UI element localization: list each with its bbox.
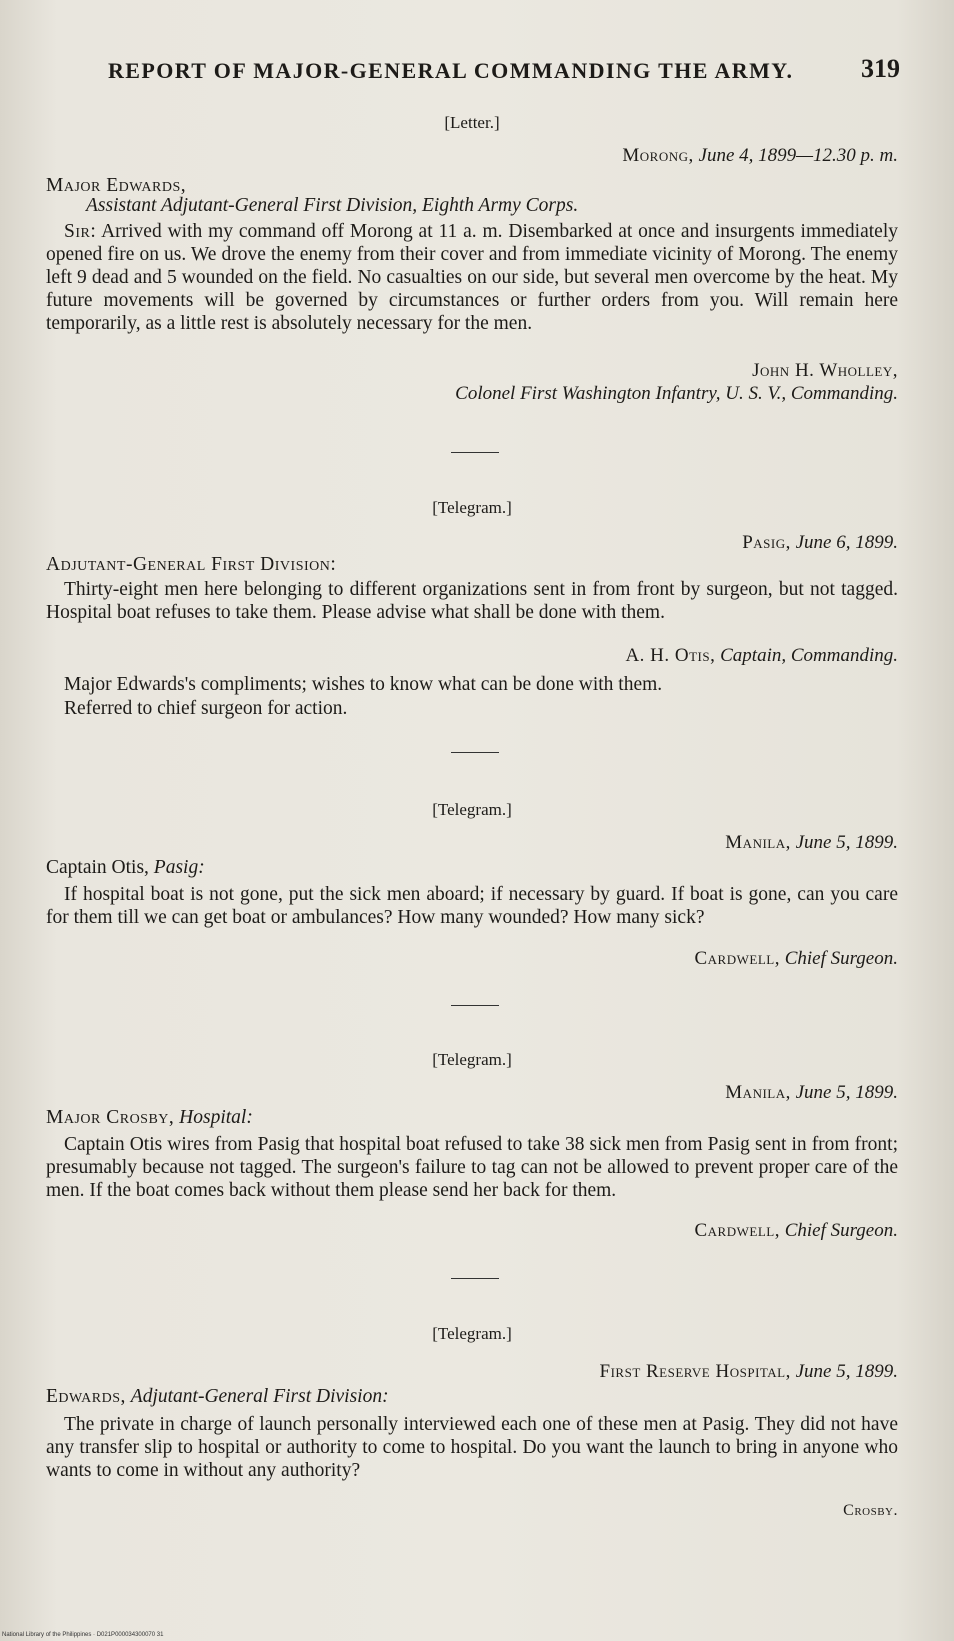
section-2-endorsement-1: Major Edwards's compliments; wishes to know what can be done with them. <box>64 674 663 695</box>
section-2-signature: A. H. Otis, Captain, Commanding. <box>625 645 898 666</box>
section-2-body: Thirty-eight men here belonging to different organizations sent in from front by surgeon, but not tagged. Hospital boat refuses to take them. Please advise what shall be done with them. <box>46 579 898 623</box>
section-2-endorsement-2: Referred to chief surgeon for action. <box>64 698 348 719</box>
section-4-body: Captain Otis wires from Pasig that hospital boat refused to take 38 sick men from Pasig sent in from front; presumably because not tagged. The surgeon's failure to tag can not be allowed to prevent proper care of the men. If the boat comes back without them please send her back for them. <box>46 1134 898 1201</box>
section-1-place: Morong, <box>622 145 694 166</box>
section-1-addressee-name: Major Edwards, <box>46 175 187 196</box>
section-4-type: [Telegram.] <box>432 1050 512 1069</box>
section-divider <box>451 452 499 453</box>
section-3-addressee-name: Captain Otis, <box>46 857 149 878</box>
library-footer: National Library of the Philippines · D021P000034300070 31 <box>2 1632 164 1638</box>
section-5-signature: Crosby. <box>843 1502 898 1519</box>
section-divider <box>451 752 499 753</box>
section-1-body: Sir: Arrived with my command off Morong at 11 a. m. Disembarked at once and insurgents immediately opened fire on us. We drove the enemy from their cover and from immediate vicinity of Morong. The enemy left 9 dead and 5 wounded on the field. No casualties on our side, but several men overcome by the heat. My future movements will be governed by circumstances or further orders from you. Will remain here temporarily, as a little rest is absolutely necessary for the men. <box>46 221 898 334</box>
section-1-dateline <box>46 145 898 167</box>
section-5-addressee: Edwards, Adjutant-General First Division: <box>46 1386 389 1407</box>
section-5-type: [Telegram.] <box>432 1324 512 1343</box>
section-4-dateline: Manila, June 5, 1899. <box>725 1082 898 1103</box>
section-3-type: [Telegram.] <box>432 800 512 819</box>
section-2-addressee: Adjutant-General First Division: <box>46 554 337 575</box>
section-1-signature-name: John H. Wholley, <box>752 360 898 381</box>
section-4-addressee: Major Crosby, Hospital: <box>46 1107 253 1128</box>
running-header <box>108 54 908 84</box>
header-title: REPORT OF MAJOR-GENERAL COMMANDING THE ARMY. <box>108 58 794 83</box>
section-3-body: If hospital boat is not gone, put the sick men aboard; if necessary by guard. If boat is gone, can you care for them till we can get boat or ambulances? How many wounded? How many sick? <box>46 884 898 928</box>
section-1-date: June 4, 1899—12.30 p. m. <box>698 145 898 166</box>
section-3-signature: Cardwell, Chief Surgeon. <box>694 948 898 969</box>
section-1-signature-title: Colonel First Washington Infantry, U. S. V., Commanding. <box>455 383 898 404</box>
page-number: 319 <box>861 54 900 83</box>
section-2-dateline: Pasig, June 6, 1899. <box>742 532 898 553</box>
section-1-addressee-title: Assistant Adjutant-General First Division, Eighth Army Corps. <box>86 195 579 216</box>
section-3-addressee <box>46 857 898 879</box>
section-2-type: [Telegram.] <box>432 498 512 517</box>
section-1-type: [Letter.] <box>444 113 500 132</box>
section-divider <box>451 1005 499 1006</box>
section-1-salutation: Sir: <box>64 221 97 242</box>
section-5-body: The private in charge of launch personally interviewed each one of these men at Pasig. They did not have any transfer slip to hospital or authority to come to hospital. Do you want the launch to bring in anyone who wants to come in without any authority? <box>46 1414 898 1481</box>
section-divider <box>451 1278 499 1279</box>
section-4-signature: Cardwell, Chief Surgeon. <box>694 1220 898 1241</box>
section-5-dateline: First Reserve Hospital, June 5, 1899. <box>599 1361 898 1382</box>
section-3-addressee-title: Pasig: <box>153 857 205 878</box>
section-3-dateline: Manila, June 5, 1899. <box>725 832 898 853</box>
